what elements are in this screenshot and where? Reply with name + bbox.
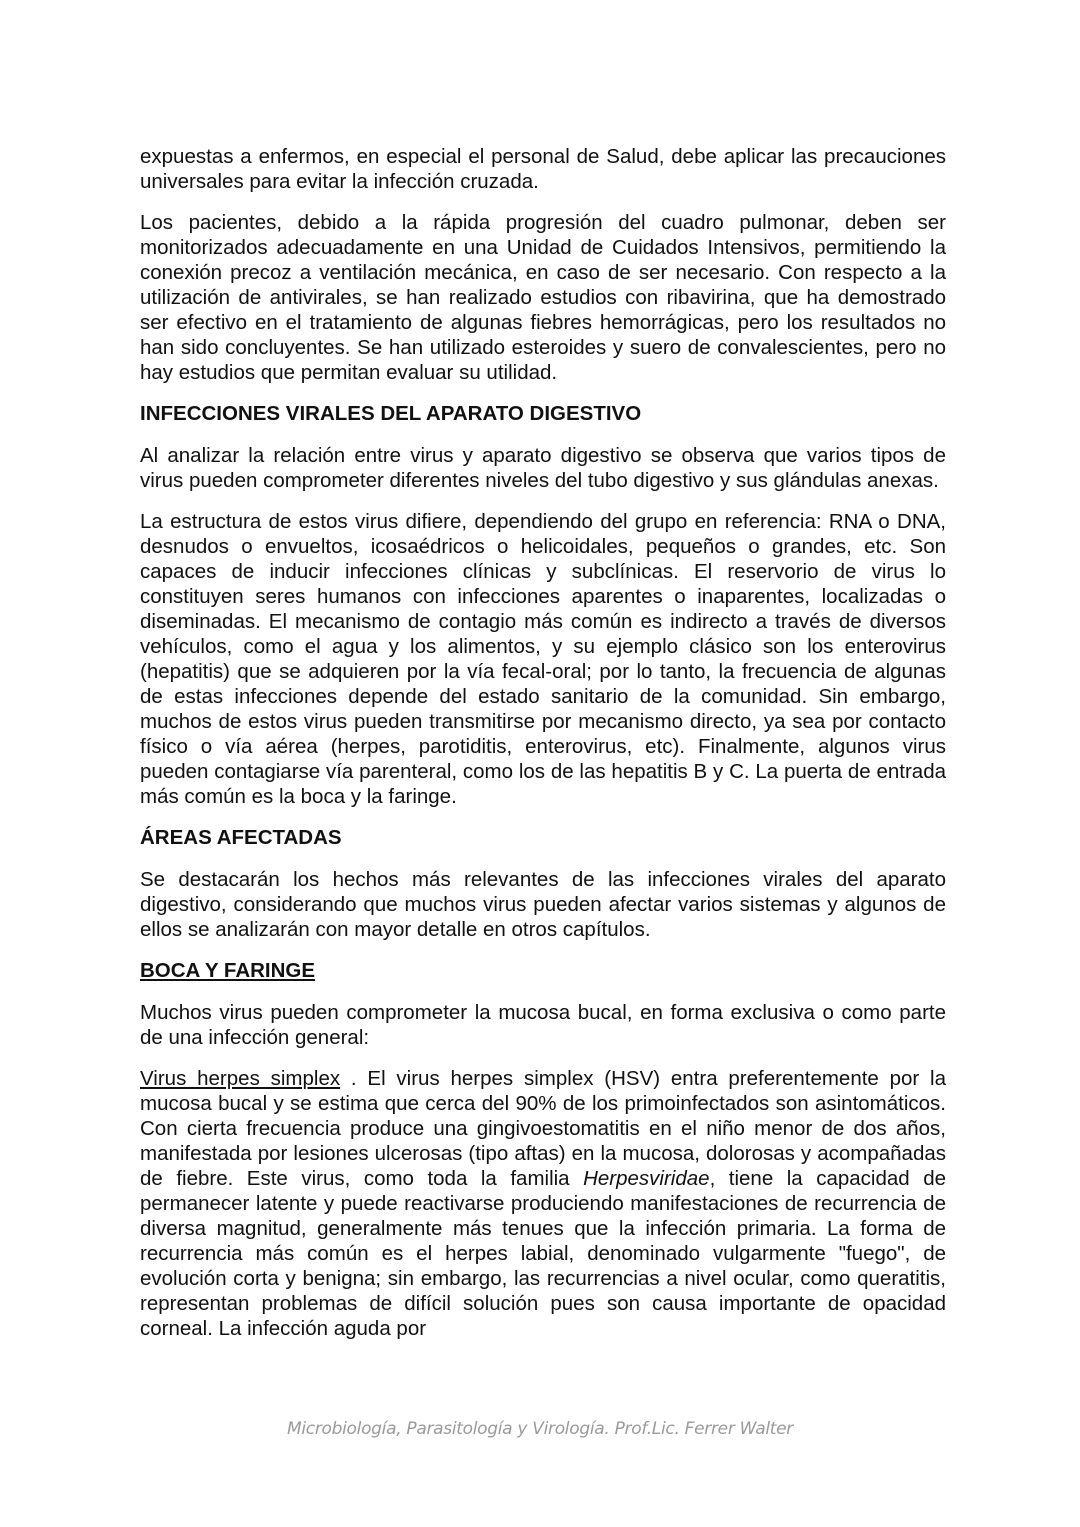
paragraph-affected-areas: Se destacarán los hechos más relevantes de las infecciones virales del aparato digestivo, considerando que muchos virus pueden afectar varios sistemas y algunos de ellos se analizarán con mayor detalle en otros capítulos. — [140, 868, 946, 941]
paragraph-oral-mucosa: Muchos virus pueden comprometer la mucosa bucal, en forma exclusiva o como parte de una infección general: — [140, 1001, 946, 1049]
herpes-text-part-a: . El virus herpes simplex (HSV) entra preferentemente por la mucosa bucal y se estima que cerca del 90% de los primoinfectados son asintomáticos. Con cierta frecuencia produce una gingivoestomatitis en el niño menor de dos años, manifestada por lesiones ulcerosas (tipo aftas) en la mucosa, dolorosas y acompañadas de fiebre. Este virus, como toda la familia — [140, 1067, 946, 1190]
herpes-text-part-b: , tiene la capacidad de permanecer latente y puede reactivarse produciendo manifestaciones de recurrencia de diversa magnitud, generalmente más tenues que la infección primaria. La forma de recurrencia más común es el herpes labial, denominado vulgarmente "fuego", de evolución corta y benigna; sin embargo, las recurrencias a nivel ocular, como queratitis, representan problemas de difícil solución pues son causa importante de opacidad corneal. La infección aguda por — [140, 1167, 946, 1340]
paragraph-patients: Los pacientes, debido a la rápida progresión del cuadro pulmonar, deben ser monitorizados adecuadamente en una Unidad de Cuidados Intensivos, permitiendo la conexión precoz a ventilación mecánica, en caso de ser necesario. Con respecto a la utilización de antivirales, se han realizado estudios con ribavirina, que ha demostrado ser efectivo en el tratamiento de algunas fiebres hemorrágicas, pero los resultados no han sido concluyentes. Se han utilizado esteroides y suero de convalescientes, pero no hay estudios que permitan evaluar su utilidad. — [140, 211, 946, 384]
heading-mouth-pharynx: BOCA Y FARINGE — [140, 959, 316, 982]
document-page — [140, 144, 946, 1357]
term-herpes-simplex: Virus herpes simplex — [140, 1067, 341, 1090]
page-footer: Microbiología, Parasitología y Virología. Prof.Lic. Ferrer Walter — [287, 1419, 793, 1439]
heading-affected-areas: ÁREAS AFECTADAS — [140, 826, 342, 849]
heading-digestive-infections: INFECCIONES VIRALES DEL APARATO DIGESTIVO — [140, 402, 642, 425]
paragraph-virus-digestive: Al analizar la relación entre virus y aparato digestivo se observa que varios tipos de virus pueden comprometer diferentes niveles del tubo digestivo y sus glándulas anexas. — [140, 444, 946, 492]
paragraph-precautions: expuestas a enfermos, en especial el personal de Salud, debe aplicar las precauciones universales para evitar la infección cruzada. — [140, 145, 946, 193]
paragraph-virus-structure: La estructura de estos virus difiere, dependiendo del grupo en referencia: RNA o DNA, desnudos o envueltos, icosaédricos o helicoidales, pequeños o grandes, etc. Son capaces de inducir infecciones clínicas y subclínicas. El reservorio de virus lo constituyen seres humanos con infecciones aparentes o inaparentes, localizadas o diseminadas. El mecanismo de contagio más común es indirecto a través de diversos vehículos, como el agua y los alimentos, y su ejemplo clásico son los enterovirus (hepatitis) que se adquieren por la vía fecal-oral; por lo tanto, la frecuencia de algunas de estas infecciones depende del estado sanitario de la comunidad. Sin embargo, muchos de estos virus pueden transmitirse por mecanismo directo, ya sea por contacto físico o vía aérea (herpes, parotiditis, enterovirus, etc). Finalmente, algunos virus pueden contagiarse vía parenteral, como los de las hepatitis B y C. La puerta de entrada más común es la boca y la faringe. — [140, 510, 946, 808]
paragraph-herpes-simplex — [140, 1066, 946, 1341]
herpesviridae-term: Herpesviridae — [583, 1167, 710, 1190]
